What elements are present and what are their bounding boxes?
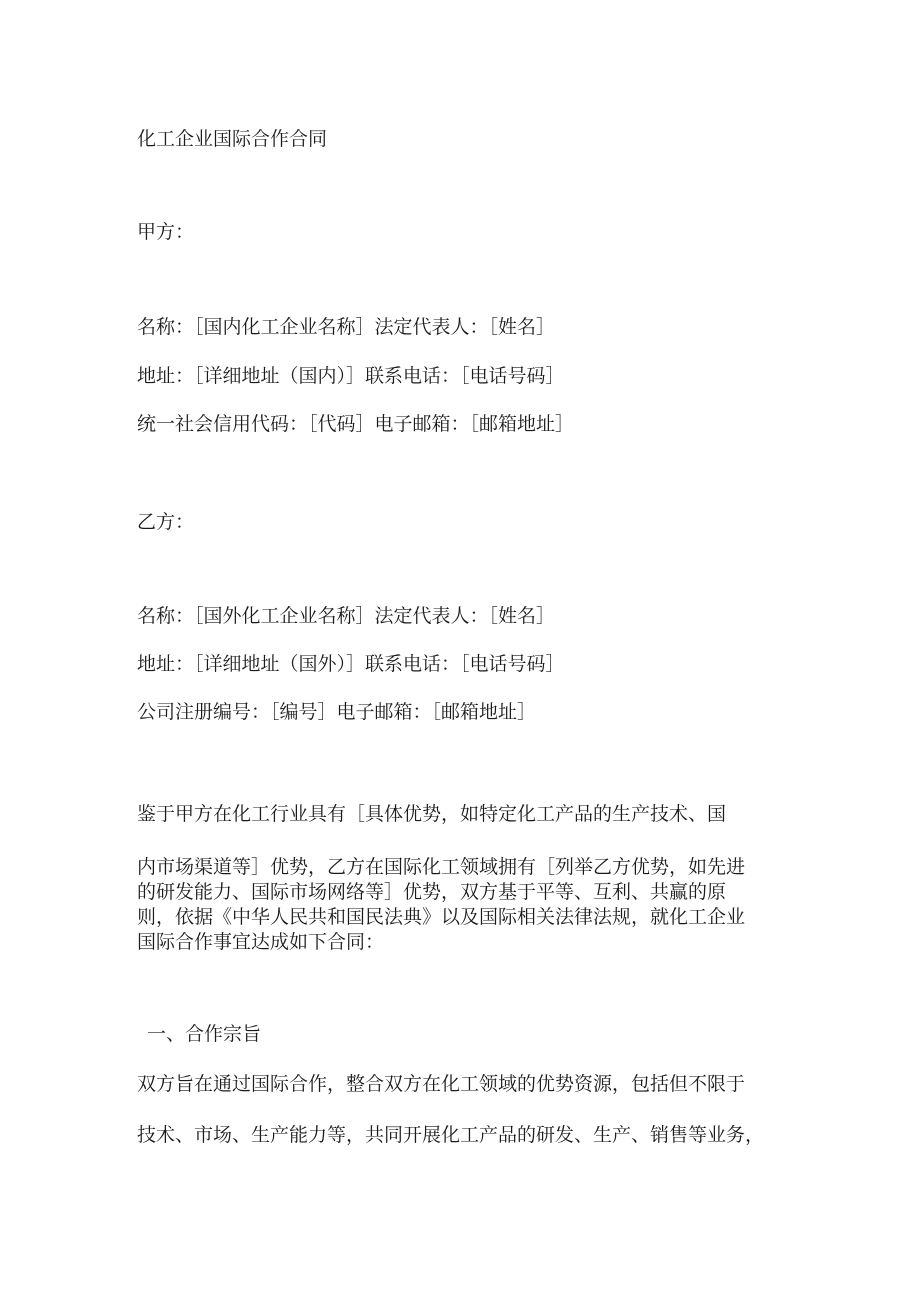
preamble-line-1: 鉴于甲方在化工行业具有［具体优势，如特定化工产品的生产技术、国: [137, 803, 727, 825]
preamble-line-3: 的研发能力、国际市场网络等］优势，双方基于平等、互利、共赢的原: [137, 881, 727, 903]
preamble-line-5: 国际合作事宜达成如下合同：: [137, 931, 385, 953]
section-1-line-1: 双方旨在通过国际合作，整合双方在化工领域的优势资源，包括但不限于: [137, 1073, 746, 1095]
party-b-heading: 乙方：: [137, 511, 195, 533]
party-a-name-line: 名称：［国内化工企业名称］法定代表人：［姓名］: [137, 316, 556, 338]
preamble-line-2: 内市场渠道等］优势，乙方在国际化工领域拥有［列举乙方优势，如先进: [137, 856, 746, 878]
section-1-line-2: 技术、市场、生产能力等，共同开展化工产品的研发、生产、销售等业务，: [137, 1124, 765, 1146]
party-a-code-line: 统一社会信用代码：［代码］电子邮箱：［邮箱地址］: [137, 413, 575, 435]
section-1-heading: 一、合作宗旨: [147, 1023, 262, 1045]
party-b-name-line: 名称：［国外化工企业名称］法定代表人：［姓名］: [137, 605, 556, 627]
party-a-heading: 甲方：: [137, 221, 195, 243]
party-a-address-line: 地址：［详细地址（国内）］联系电话：［电话号码］: [137, 365, 565, 387]
party-b-code-line: 公司注册编号：［编号］电子邮箱：［邮箱地址］: [137, 701, 537, 723]
document-title: 化工企业国际合作合同: [137, 128, 328, 150]
party-b-address-line: 地址：［详细地址（国外）］联系电话：［电话号码］: [137, 653, 565, 675]
preamble-line-4: 则，依据《中华人民共和国民法典》以及国际相关法律法规，就化工企业: [137, 906, 746, 928]
